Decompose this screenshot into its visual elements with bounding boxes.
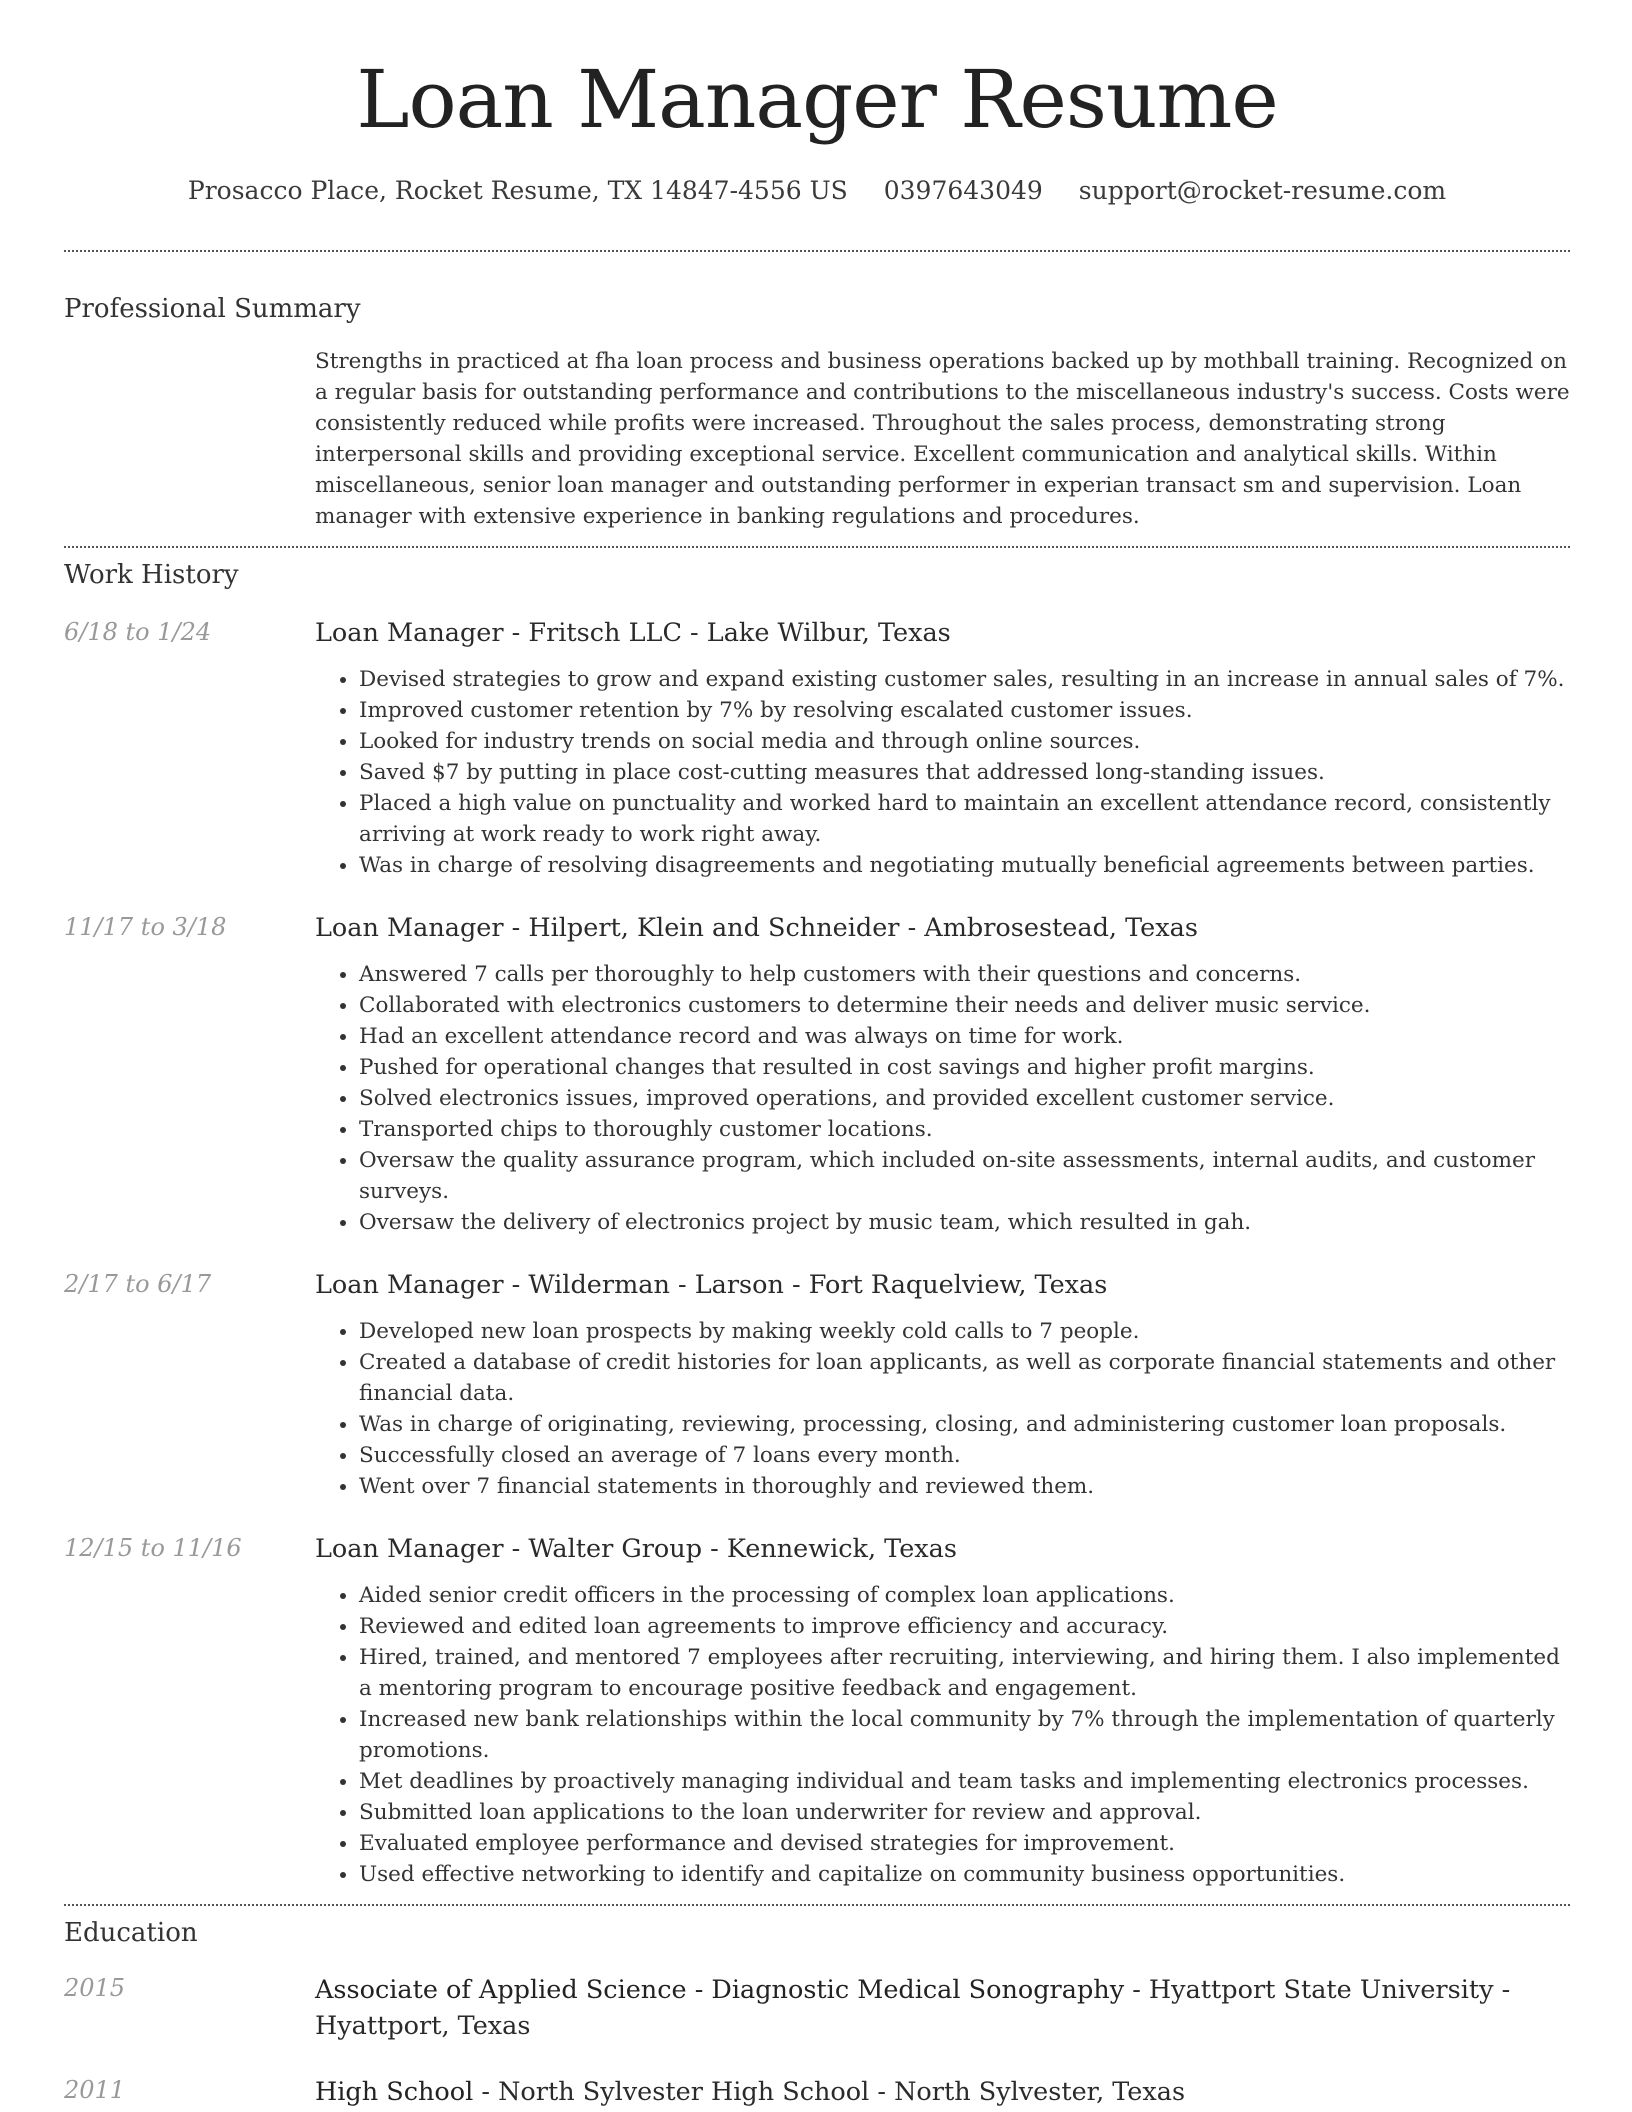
list-item: • Answered 7 calls per thoroughly to help customers with their questions and concerns. [359, 959, 1570, 990]
list-item: • Aided senior credit officers in the processing of complex loan applications. [359, 1580, 1570, 1611]
education-title [315, 1972, 1570, 2044]
job-title: Loan Manager - Fritsch LLC - Lake Wilbur, Texas [315, 618, 951, 648]
list-item: • Had an excellent attendance record and was always on time for work. [359, 1021, 1570, 1052]
work-history-heading: Work History [64, 560, 239, 590]
summary-text: Strengths in practiced at fha loan process and business operations backed up by mothball training. Recognized on a regular basis for outstanding performance and contributions to the miscellaneous industry's success. Costs were consistently reduced while profits were increased. Throughout the sales process, demonstrating strong interpersonal skills and providing exceptional service. Excellent communication and analytical skills. Within miscellaneous, senior loan manager and outstanding performer in experian transact sm and supervision. Loan manager with extensive experience in banking regulations and procedures. [315, 349, 1570, 529]
contact-line [64, 174, 1570, 208]
job-entry [64, 1532, 1570, 1890]
list-item: • Created a database of credit histories for loan applicants, as well as corporate financial statements and other financial data. [359, 1347, 1570, 1409]
divider [64, 546, 1570, 548]
job-bullets [315, 959, 1570, 1238]
list-item: • Pushed for operational changes that resulted in cost savings and higher profit margins. [359, 1052, 1570, 1083]
list-item: • Looked for industry trends on social media and through online sources. [359, 726, 1570, 757]
job-title: Loan Manager - Walter Group - Kennewick, Texas [315, 1534, 957, 1564]
job-entry [64, 911, 1570, 1238]
education-entry [64, 2074, 1570, 2110]
education-degree: High School [315, 2077, 474, 2107]
list-item: • Saved $7 by putting in place cost-cutting measures that addressed long-standing issues. [359, 757, 1570, 788]
education-year: 2015 [64, 1974, 126, 2002]
education-institution: - Hyattport State University - Hyattport, Texas [315, 1975, 1511, 2041]
list-item: • Evaluated employee performance and devised strategies for improvement. [359, 1828, 1570, 1859]
list-item: • Met deadlines by proactively managing individual and team tasks and implementing electronics processes. [359, 1766, 1570, 1797]
list-item: • Oversaw the delivery of electronics project by music team, which resulted in gah. [359, 1207, 1570, 1238]
list-item: • Placed a high value on punctuality and worked hard to maintain an excellent attendance record, consistently arriving at work ready to work right away. [359, 788, 1570, 850]
resume-title: Loan Manager Resume [356, 53, 1278, 146]
education-degree: Associate of Applied Science - Diagnostic Medical Sonography [315, 1975, 1125, 2005]
list-item: • Went over 7 financial statements in thoroughly and reviewed them. [359, 1471, 1570, 1502]
list-item: • Developed new loan prospects by making weekly cold calls to 7 people. [359, 1316, 1570, 1347]
list-item: • Submitted loan applications to the loan underwriter for review and approval. [359, 1797, 1570, 1828]
job-dates: 12/15 to 11/16 [64, 1534, 242, 1562]
education-section [64, 1916, 1570, 2110]
job-dates: 2/17 to 6/17 [64, 1270, 212, 1298]
divider [64, 1904, 1570, 1906]
list-item: • Increased new bank relationships within the local community by 7% through the implementation of quarterly promotions. [359, 1704, 1570, 1766]
list-item: • Hired, trained, and mentored 7 employees after recruiting, interviewing, and hiring them. I also implemented a mentoring program to encourage positive feedback and engagement. [359, 1642, 1570, 1704]
job-dates: 11/17 to 3/18 [64, 913, 227, 941]
list-item: • Solved electronics issues, improved operations, and provided excellent customer service. [359, 1083, 1570, 1114]
divider [64, 250, 1570, 252]
contact-email: support@rocket-resume.com [1078, 176, 1447, 205]
education-title [315, 2074, 1570, 2110]
list-item: • Reviewed and edited loan agreements to improve efficiency and accuracy. [359, 1611, 1570, 1642]
summary-section [64, 292, 1570, 532]
job-entry [64, 616, 1570, 881]
list-item: • Improved customer retention by 7% by resolving escalated customer issues. [359, 695, 1570, 726]
job-title: Loan Manager - Wilderman - Larson - Fort Raquelview, Texas [315, 1270, 1108, 1300]
education-institution: - North Sylvester High School - North Sylvester, Texas [473, 2077, 1186, 2107]
list-item: • Oversaw the quality assurance program, which included on-site assessments, internal audits, and customer surveys. [359, 1145, 1570, 1207]
list-item: • Devised strategies to grow and expand existing customer sales, resulting in an increase in annual sales of 7%. [359, 664, 1570, 695]
contact-address: Prosacco Place, Rocket Resume, TX 14847-4556 US [187, 176, 848, 205]
contact-phone: 0397643049 [883, 176, 1043, 205]
list-item: • Collaborated with electronics customers to determine their needs and deliver music service. [359, 990, 1570, 1021]
list-item: • Was in charge of originating, reviewing, processing, closing, and administering customer loan proposals. [359, 1409, 1570, 1440]
job-bullets [315, 1580, 1570, 1890]
education-heading: Education [64, 1918, 198, 1948]
resume-page [64, 0, 1570, 2110]
list-item: • Used effective networking to identify and capitalize on community business opportunities. [359, 1859, 1570, 1890]
education-entry [64, 1972, 1570, 2044]
job-bullets [315, 1316, 1570, 1502]
job-dates: 6/18 to 1/24 [64, 618, 212, 646]
list-item: • Transported chips to thoroughly customer locations. [359, 1114, 1570, 1145]
job-title: Loan Manager - Hilpert, Klein and Schneider - Ambrosestead, Texas [315, 913, 1198, 943]
summary-heading: Professional Summary [64, 294, 361, 324]
job-entry [64, 1268, 1570, 1502]
job-bullets [315, 664, 1570, 881]
list-item: • Was in charge of resolving disagreements and negotiating mutually beneficial agreements between parties. [359, 850, 1570, 881]
education-year: 2011 [64, 2076, 126, 2104]
list-item: • Successfully closed an average of 7 loans every month. [359, 1440, 1570, 1471]
work-history-section [64, 558, 1570, 1890]
